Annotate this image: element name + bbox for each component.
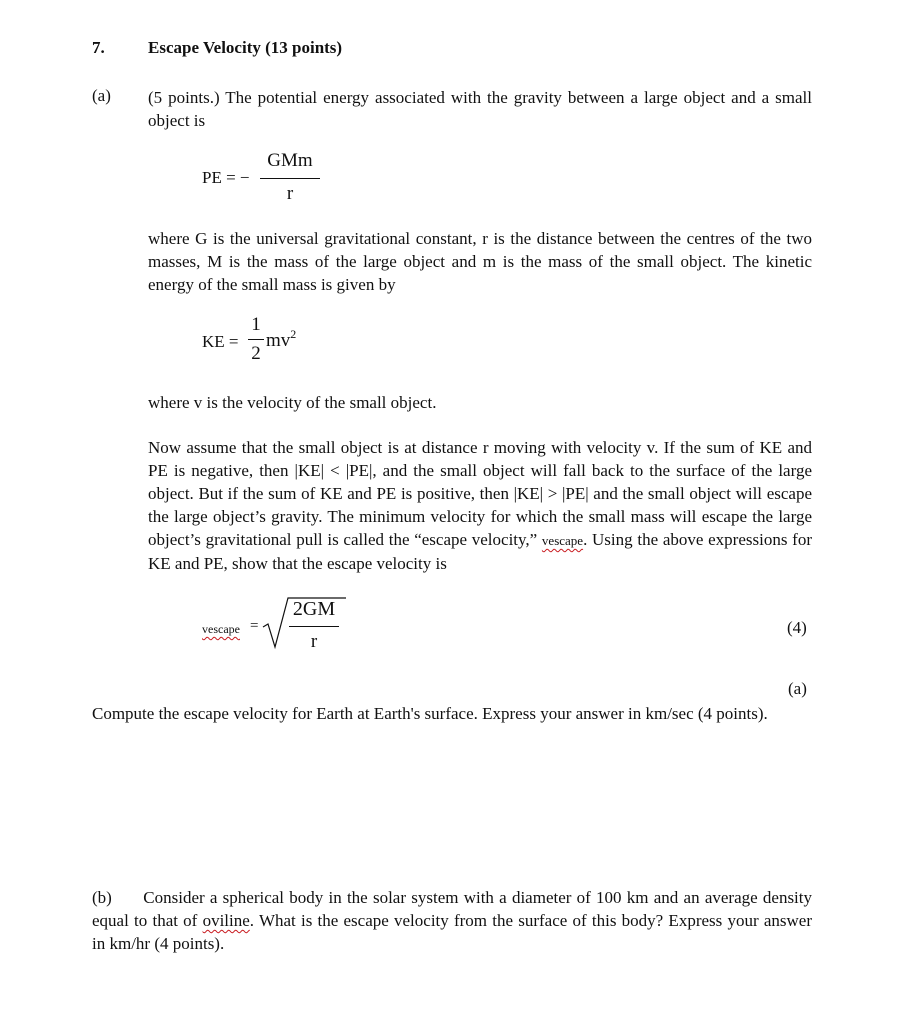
part-a-intro: (5 points.) The potential energy associated with the gravity between a large object and a small object is [148,88,812,130]
part-a-body [148,436,812,575]
vescape-numerator: 2GM [292,598,336,620]
oviline-term: oviline [202,911,250,930]
equation-number: (4) [787,618,807,637]
body-main: Now assume that the small object is at distance r moving with velocity v. If the sum of KE and PE is negative, then |KE| < |PE|, and the small object will fall back to the surface of the large object. But if the sum of KE and PE is positive, then |KE| > |PE| and the small object will escape the large object’s gravity. The minimum velocity for which the small mass will escape the large object’s gravitational pull is called the “escape velocity,” [148,438,812,549]
body-tail: . Using the above expressions for KE and PE, show that the escape velocity is [148,530,812,573]
ke-denominator: 2 [251,343,261,364]
pe-lhs: PE = − [202,168,250,187]
subquestion-b-lead: Consider a spherical body in the solar system with a diameter of 100 km and an average density equal to that of [92,888,813,930]
ke-rest [266,327,297,352]
pe-fraction-bar [260,178,320,179]
subquestion-b-label: (b) [92,888,112,907]
ke-exponent: 2 [290,327,297,341]
pe-numerator: GMm [267,150,313,171]
vescape-equals: = [250,618,259,634]
pe-denominator: r [286,183,294,204]
subquestion-b [92,886,812,955]
vescape-term: vescape [541,533,584,548]
question-number: 7. [92,38,105,57]
vescape-lhs: vescape [202,622,240,636]
part-a-description-2: where v is the velocity of the small object. [148,393,437,412]
part-a-description-1: where G is the universal gravitational constant, r is the distance between the centres of the two masses, M is the mass of the large object and m is the mass of the small object. The kinetic energy of the small mass is given by [148,229,812,294]
ke-mv: mv [266,330,291,351]
subquestion-a-text: Compute the escape velocity for Earth at Earth's surface. Express your answer in km/sec (4 points). [92,704,768,723]
subquestion-a-label: (a) [788,679,807,698]
subquestion-b-tail: . What is the escape velocity from the surface of this body? Express your answer in km/hr (4 points). [92,911,812,953]
ke-fraction-bar [248,339,264,340]
vescape-fraction-bar [289,626,339,627]
question-title: Escape Velocity (13 points) [148,38,343,57]
vescape-denominator: r [310,631,318,652]
ke-numerator: 1 [251,314,261,335]
ke-lhs: KE = [202,332,239,351]
part-a-label: (a) [92,86,111,105]
